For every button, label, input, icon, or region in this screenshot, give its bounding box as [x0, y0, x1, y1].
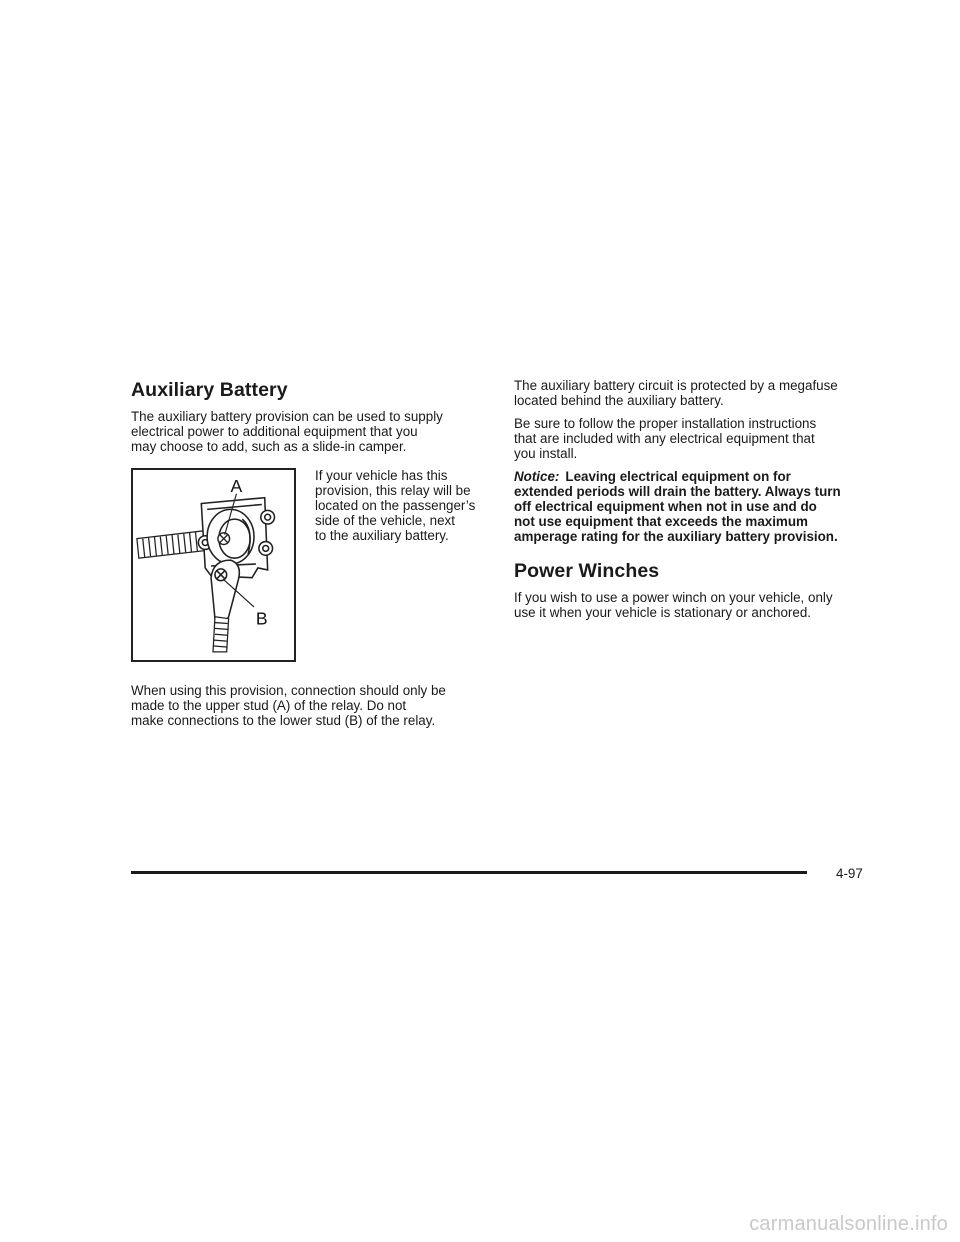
label-b: B [255, 608, 268, 629]
text-line: The auxiliary battery circuit is protected by a megafuse [514, 378, 838, 393]
power-winches-paragraph [514, 590, 874, 620]
auxiliary-battery-intro [131, 409, 487, 454]
text-line: located behind the auxiliary battery. [514, 393, 724, 408]
text-line: not use equipment that exceeds the maximum [514, 514, 808, 529]
text-line: may choose to add, such as a slide-in camper. [131, 439, 407, 454]
text-line: electrical power to additional equipment that you [131, 424, 418, 439]
relay-illustration [131, 468, 296, 662]
text-line: extended periods will drain the battery. Always turn [514, 484, 841, 499]
text-line: If you wish to use a power winch on your vehicle, only [514, 590, 833, 605]
relay-location-text [315, 468, 490, 543]
text-line: When using this provision, connection should only be [131, 683, 446, 698]
text-line: off electrical equipment when not in use and do [514, 499, 817, 514]
text-line: use it when your vehicle is stationary or anchored. [514, 605, 811, 620]
text-line: amperage rating for the auxiliary battery provision. [514, 529, 838, 544]
figure-row [131, 468, 487, 662]
text-line [514, 469, 874, 484]
text-line: If your vehicle has this [315, 468, 448, 483]
megafuse-paragraph [514, 378, 874, 408]
text-line: to the auxiliary battery. [315, 528, 449, 543]
right-column [514, 378, 874, 620]
notice-label: Notice: [514, 469, 560, 484]
text-line: make connections to the lower stud (B) of the relay. [131, 713, 436, 728]
text-line: side of the vehicle, next [315, 513, 455, 528]
lower-boot [211, 560, 239, 623]
upper-stud [218, 533, 230, 545]
page-number: 4-97 [836, 866, 863, 881]
watermark: carmanualsonline.info [749, 1213, 948, 1235]
notice-paragraph [514, 469, 874, 544]
relay-body [207, 509, 254, 564]
left-cable [137, 531, 207, 558]
installation-paragraph [514, 416, 874, 461]
section-heading-auxiliary-battery: Auxiliary Battery [131, 379, 288, 401]
label-a: A [230, 475, 243, 496]
footer-rule [131, 871, 807, 874]
text-line: that are included with any electrical equipment that [514, 431, 815, 446]
text-line: Be sure to follow the proper installation instructions [514, 416, 817, 431]
text-line: made to the upper stud (A) of the relay. Do not [131, 698, 407, 713]
text-line: located on the passenger’s [315, 498, 476, 513]
connection-instructions [131, 683, 487, 728]
section-heading-power-winches: Power Winches [514, 560, 660, 582]
lower-cable [213, 617, 229, 652]
text-line: provision, this relay will be [315, 483, 471, 498]
text-line: The auxiliary battery provision can be used to supply [131, 409, 443, 424]
left-column [131, 378, 487, 728]
text-line: you install. [514, 446, 578, 461]
notice-text: Leaving electrical equipment on for [565, 469, 791, 484]
